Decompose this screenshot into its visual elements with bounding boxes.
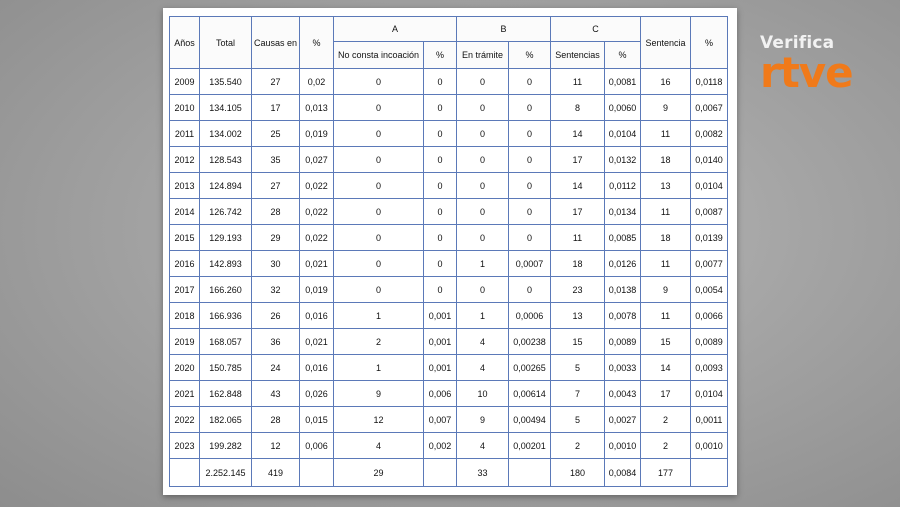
logo-verifica-text: Verifica <box>760 33 835 53</box>
table-cell: 0,0066 <box>691 303 728 329</box>
table-cell: 14 <box>551 173 605 199</box>
table-cell: 182.065 <box>200 407 252 433</box>
table-cell: 0,00201 <box>509 433 551 459</box>
totals-cell: 0,0084 <box>605 459 641 487</box>
table-cell: 0 <box>457 95 509 121</box>
table-cell: 2 <box>334 329 424 355</box>
table-cell: 2021 <box>170 381 200 407</box>
table-cell: 0,021 <box>300 329 334 355</box>
totals-cell <box>424 459 457 487</box>
table-row <box>170 329 728 355</box>
table-cell: 0 <box>509 199 551 225</box>
table-row <box>170 173 728 199</box>
totals-row <box>170 459 728 487</box>
totals-cell: 177 <box>641 459 691 487</box>
table-row <box>170 199 728 225</box>
table-cell: 27 <box>252 173 300 199</box>
table-cell: 0,0138 <box>605 277 641 303</box>
totals-cell: 29 <box>334 459 424 487</box>
table-cell: 2022 <box>170 407 200 433</box>
table-cell: 0,0011 <box>691 407 728 433</box>
table-cell: 0,0077 <box>691 251 728 277</box>
table-cell: 11 <box>641 199 691 225</box>
table-row <box>170 225 728 251</box>
table-cell: 11 <box>641 303 691 329</box>
table-cell: 11 <box>641 121 691 147</box>
table-cell: 23 <box>551 277 605 303</box>
table-cell: 18 <box>551 251 605 277</box>
table-cell: 0,00494 <box>509 407 551 433</box>
header-pct: % <box>300 17 334 69</box>
table-cell: 0 <box>334 173 424 199</box>
table-cell: 0,016 <box>300 303 334 329</box>
table-cell: 0,022 <box>300 199 334 225</box>
table-cell: 0 <box>509 95 551 121</box>
table-cell: 134.105 <box>200 95 252 121</box>
table-cell: 0 <box>334 121 424 147</box>
table-cell: 0 <box>424 251 457 277</box>
table-cell: 0 <box>457 121 509 147</box>
table-row <box>170 355 728 381</box>
table-cell: 0,0104 <box>605 121 641 147</box>
table-cell: 0,0089 <box>605 329 641 355</box>
table-cell: 0,0140 <box>691 147 728 173</box>
table-cell: 2 <box>641 407 691 433</box>
totals-cell: 180 <box>551 459 605 487</box>
table-cell: 0,0093 <box>691 355 728 381</box>
header-no-consta: No consta incoación <box>334 42 424 69</box>
table-cell: 168.057 <box>200 329 252 355</box>
table-cell: 2014 <box>170 199 200 225</box>
table-cell: 0 <box>334 147 424 173</box>
table-cell: 35 <box>252 147 300 173</box>
table-cell: 9 <box>641 95 691 121</box>
header-pct-last: % <box>691 17 728 69</box>
table-cell: 18 <box>641 225 691 251</box>
table-cell: 1 <box>457 251 509 277</box>
table-cell: 17 <box>551 147 605 173</box>
table-cell: 0 <box>424 277 457 303</box>
table-cell: 2019 <box>170 329 200 355</box>
table-cell: 0,0082 <box>691 121 728 147</box>
table-cell: 2018 <box>170 303 200 329</box>
table-row <box>170 147 728 173</box>
table-cell: 0,0139 <box>691 225 728 251</box>
table-cell: 0,0104 <box>691 381 728 407</box>
table-body <box>170 69 728 459</box>
table-cell: 0 <box>424 95 457 121</box>
totals-cell <box>170 459 200 487</box>
table-cell: 5 <box>551 407 605 433</box>
table-cell: 0,022 <box>300 225 334 251</box>
table-cell: 0,019 <box>300 121 334 147</box>
table-cell: 2010 <box>170 95 200 121</box>
table-cell: 0,001 <box>424 355 457 381</box>
table-row <box>170 95 728 121</box>
table-cell: 12 <box>252 433 300 459</box>
table-cell: 128.543 <box>200 147 252 173</box>
table-cell: 18 <box>641 147 691 173</box>
table-row <box>170 69 728 95</box>
table-cell: 29 <box>252 225 300 251</box>
table-cell: 9 <box>334 381 424 407</box>
table-cell: 166.936 <box>200 303 252 329</box>
table-cell: 0,015 <box>300 407 334 433</box>
table-cell: 0,0043 <box>605 381 641 407</box>
table-cell: 2 <box>641 433 691 459</box>
totals-cell <box>300 459 334 487</box>
table-cell: 0,0134 <box>605 199 641 225</box>
table-row <box>170 407 728 433</box>
table-cell: 13 <box>551 303 605 329</box>
table-cell: 17 <box>252 95 300 121</box>
table-sheet <box>163 8 737 495</box>
header-en-tramite: En trámite <box>457 42 509 69</box>
table-cell: 0,0054 <box>691 277 728 303</box>
table-cell: 0 <box>424 69 457 95</box>
table-cell: 124.894 <box>200 173 252 199</box>
table-cell: 4 <box>334 433 424 459</box>
table-cell: 166.260 <box>200 277 252 303</box>
header-sentencias: Sentencias <box>551 42 605 69</box>
table-cell: 0,0007 <box>509 251 551 277</box>
table-cell: 4 <box>457 433 509 459</box>
verifica-rtve-logo <box>760 33 880 105</box>
header-sentencia: Sentencia <box>641 17 691 69</box>
table-cell: 9 <box>457 407 509 433</box>
table-cell: 28 <box>252 407 300 433</box>
table-cell: 0 <box>334 251 424 277</box>
table-cell: 0,0081 <box>605 69 641 95</box>
table-cell: 13 <box>641 173 691 199</box>
table-cell: 5 <box>551 355 605 381</box>
table-cell: 4 <box>457 329 509 355</box>
table-cell: 0,001 <box>424 329 457 355</box>
data-table <box>169 16 728 487</box>
table-cell: 0,006 <box>300 433 334 459</box>
table-cell: 0,0104 <box>691 173 728 199</box>
table-cell: 0 <box>334 69 424 95</box>
table-cell: 0 <box>457 147 509 173</box>
table-cell: 0 <box>509 277 551 303</box>
table-row <box>170 277 728 303</box>
table-cell: 25 <box>252 121 300 147</box>
table-cell: 27 <box>252 69 300 95</box>
table-cell: 129.193 <box>200 225 252 251</box>
table-cell: 43 <box>252 381 300 407</box>
table-cell: 2017 <box>170 277 200 303</box>
table-row <box>170 303 728 329</box>
table-cell: 0,027 <box>300 147 334 173</box>
totals-cell <box>509 459 551 487</box>
table-cell: 0,0118 <box>691 69 728 95</box>
table-cell: 142.893 <box>200 251 252 277</box>
table-cell: 199.282 <box>200 433 252 459</box>
table-cell: 10 <box>457 381 509 407</box>
table-cell: 0 <box>509 69 551 95</box>
table-cell: 17 <box>551 199 605 225</box>
table-cell: 17 <box>641 381 691 407</box>
table-cell: 0 <box>334 199 424 225</box>
table-row <box>170 433 728 459</box>
table-cell: 162.848 <box>200 381 252 407</box>
table-cell: 0 <box>509 173 551 199</box>
logo-rtve-text: rtve <box>760 48 853 97</box>
table-cell: 0,0010 <box>691 433 728 459</box>
totals-cell: 2.252.145 <box>200 459 252 487</box>
table-cell: 0 <box>334 277 424 303</box>
table-row <box>170 381 728 407</box>
table-cell: 0,0085 <box>605 225 641 251</box>
table-cell: 0 <box>457 173 509 199</box>
header-group-b: B <box>457 17 551 42</box>
table-cell: 28 <box>252 199 300 225</box>
table-cell: 0 <box>457 225 509 251</box>
table-cell: 0,013 <box>300 95 334 121</box>
table-cell: 0,0027 <box>605 407 641 433</box>
totals-cell: 419 <box>252 459 300 487</box>
table-cell: 1 <box>334 303 424 329</box>
header-group-a: A <box>334 17 457 42</box>
table-cell: 0,00238 <box>509 329 551 355</box>
table-cell: 12 <box>334 407 424 433</box>
table-cell: 7 <box>551 381 605 407</box>
table-cell: 11 <box>641 251 691 277</box>
table-cell: 0,026 <box>300 381 334 407</box>
table-cell: 0,0089 <box>691 329 728 355</box>
table-cell: 24 <box>252 355 300 381</box>
table-cell: 0,002 <box>424 433 457 459</box>
table-cell: 0 <box>424 121 457 147</box>
table-cell: 0 <box>334 95 424 121</box>
table-cell: 0,001 <box>424 303 457 329</box>
header-anos: Años <box>170 17 200 69</box>
table-cell: 1 <box>457 303 509 329</box>
table-cell: 0,0067 <box>691 95 728 121</box>
table-cell: 0 <box>509 147 551 173</box>
table-cell: 2009 <box>170 69 200 95</box>
table-cell: 0,02 <box>300 69 334 95</box>
table-cell: 2023 <box>170 433 200 459</box>
table-cell: 1 <box>334 355 424 381</box>
table-cell: 26 <box>252 303 300 329</box>
table-cell: 16 <box>641 69 691 95</box>
table-cell: 0,0006 <box>509 303 551 329</box>
header-pct-a: % <box>424 42 457 69</box>
table-cell: 0 <box>334 225 424 251</box>
header-row-1 <box>170 17 728 42</box>
table-cell: 0 <box>457 199 509 225</box>
table-cell: 0,0132 <box>605 147 641 173</box>
table-cell: 0,016 <box>300 355 334 381</box>
table-cell: 0,0112 <box>605 173 641 199</box>
header-pct-b: % <box>509 42 551 69</box>
table-cell: 2011 <box>170 121 200 147</box>
table-cell: 0,0010 <box>605 433 641 459</box>
totals-cell: 33 <box>457 459 509 487</box>
table-cell: 15 <box>551 329 605 355</box>
table-cell: 0 <box>424 173 457 199</box>
table-cell: 11 <box>551 225 605 251</box>
table-cell: 134.002 <box>200 121 252 147</box>
table-cell: 14 <box>641 355 691 381</box>
table-cell: 8 <box>551 95 605 121</box>
totals-cell <box>691 459 728 487</box>
table-cell: 135.540 <box>200 69 252 95</box>
table-cell: 0,0078 <box>605 303 641 329</box>
table-cell: 14 <box>551 121 605 147</box>
table-cell: 32 <box>252 277 300 303</box>
table-cell: 0,021 <box>300 251 334 277</box>
table-cell: 150.785 <box>200 355 252 381</box>
table-cell: 2015 <box>170 225 200 251</box>
table-cell: 4 <box>457 355 509 381</box>
table-cell: 11 <box>551 69 605 95</box>
table-cell: 0 <box>424 199 457 225</box>
table-cell: 0 <box>509 225 551 251</box>
table-cell: 0,019 <box>300 277 334 303</box>
table-cell: 0,00265 <box>509 355 551 381</box>
table-cell: 0,0033 <box>605 355 641 381</box>
header-pct-c: % <box>605 42 641 69</box>
table-cell: 0,0060 <box>605 95 641 121</box>
table-cell: 9 <box>641 277 691 303</box>
table-cell: 2 <box>551 433 605 459</box>
table-cell: 2020 <box>170 355 200 381</box>
table-cell: 30 <box>252 251 300 277</box>
header-causas: Causas en <box>252 17 300 69</box>
table-cell: 2013 <box>170 173 200 199</box>
table-cell: 2016 <box>170 251 200 277</box>
table-cell: 0 <box>509 121 551 147</box>
table-cell: 15 <box>641 329 691 355</box>
table-cell: 0 <box>424 147 457 173</box>
table-cell: 2012 <box>170 147 200 173</box>
table-cell: 0,00614 <box>509 381 551 407</box>
table-cell: 126.742 <box>200 199 252 225</box>
table-cell: 0,0087 <box>691 199 728 225</box>
table-cell: 0,022 <box>300 173 334 199</box>
header-total: Total <box>200 17 252 69</box>
table-cell: 0,006 <box>424 381 457 407</box>
table-cell: 0,007 <box>424 407 457 433</box>
table-cell: 0 <box>457 277 509 303</box>
table-cell: 0,0126 <box>605 251 641 277</box>
header-group-c: C <box>551 17 641 42</box>
table-row <box>170 121 728 147</box>
table-cell: 0 <box>457 69 509 95</box>
table-row <box>170 251 728 277</box>
table-cell: 0 <box>424 225 457 251</box>
table-cell: 36 <box>252 329 300 355</box>
